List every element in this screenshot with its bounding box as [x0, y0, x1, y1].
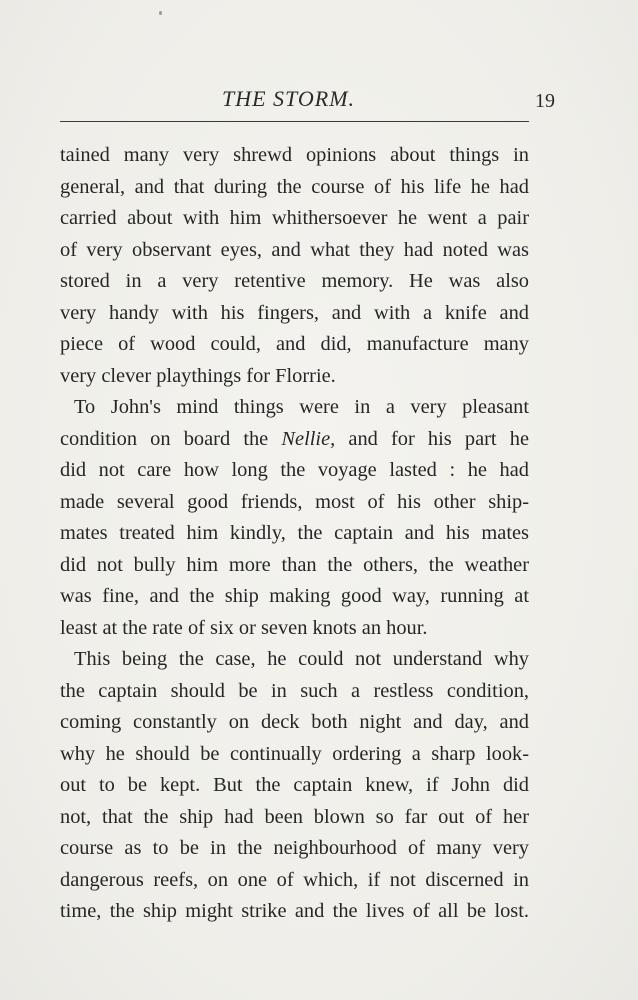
text-line: stored in a very retentive memory. He was also — [60, 270, 529, 292]
ship-name: Nellie, — [281, 427, 336, 450]
text-line: did not care how long the voyage lasted : he had — [60, 459, 529, 481]
text-line: out to be kept. But the captain knew, if John did — [60, 774, 529, 796]
text-line: why he should be continually ordering a sharp look- — [60, 742, 529, 765]
text-line: time, the ship might strike and the lives of all be lost. — [60, 900, 529, 922]
text-segment: and for his part he — [348, 427, 529, 450]
text-line: least at the rate of six or seven knots an hour. — [60, 616, 428, 639]
text-line-with-ship-name — [60, 425, 529, 453]
text-line: piece of wood could, and did, manufacture many — [60, 333, 529, 355]
text-line: course as to be in the neighbourhood of many very — [60, 837, 529, 859]
page-number: 19 — [535, 90, 555, 112]
text-line: To John's mind things were in a very pleasant — [74, 396, 529, 418]
running-head — [60, 86, 555, 116]
text-line: was fine, and the ship making good way, running at — [60, 585, 529, 607]
text-line: did not bully him more than the others, the weather — [60, 553, 529, 576]
text-segment: condition on board the — [60, 427, 269, 450]
text-line: coming constantly on deck both night and day, and — [60, 711, 529, 733]
text-line: very handy with his fingers, and with a knife and — [60, 301, 529, 324]
text-line: tained many very shrewd opinions about things in — [60, 144, 529, 166]
running-head-title: THE STORM. — [222, 86, 356, 111]
text-line: of very observant eyes, and what they had noted was — [60, 238, 529, 261]
text-line: not, that the ship had been blown so far out of her — [60, 805, 529, 828]
text-line: mates treated him kindly, the captain and his mates — [60, 522, 529, 544]
text-line: This being the case, he could not understand why — [74, 648, 529, 670]
text-line: very clever playthings for Florrie. — [60, 364, 336, 387]
header-rule — [60, 121, 529, 122]
text-line: made several good friends, most of his other ship- — [60, 490, 529, 513]
text-line: dangerous reefs, on one of which, if not discerned in — [60, 868, 529, 891]
text-line: the captain should be in such a restless condition, — [60, 679, 529, 702]
text-line: general, and that during the course of his life he had — [60, 175, 529, 198]
paper-speck — [159, 11, 162, 15]
text-line: carried about with him whithersoever he went a pair — [60, 207, 529, 229]
